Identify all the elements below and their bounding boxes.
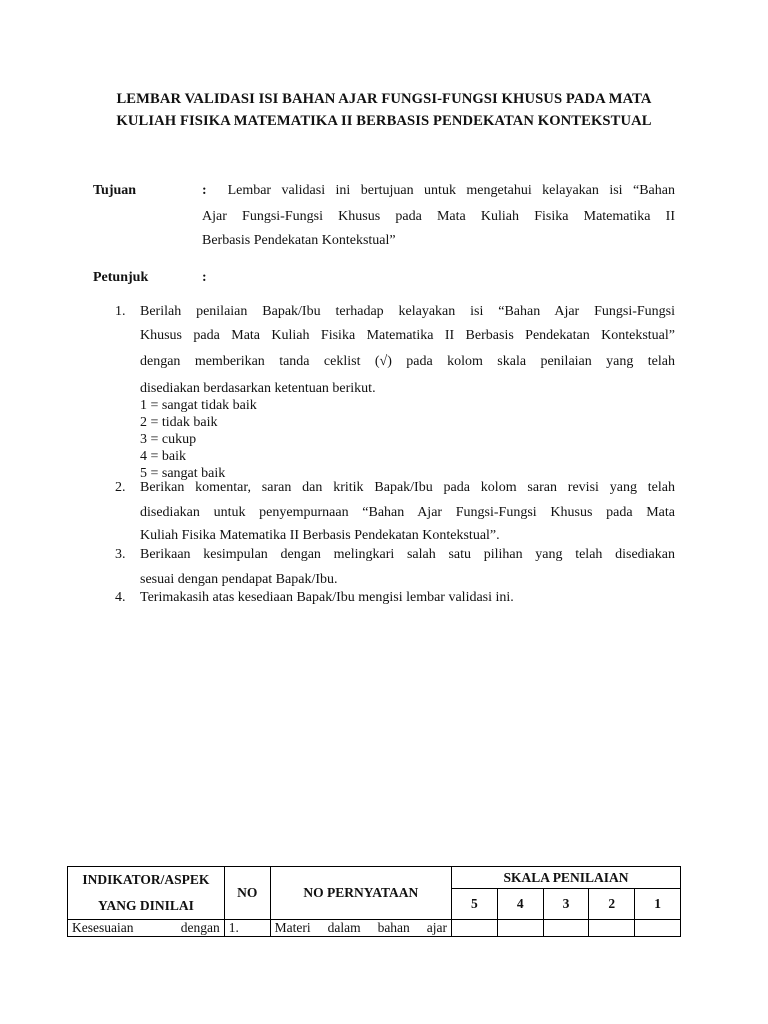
title-line-2: KULIAH FISIKA MATEMATIKA II BERBASIS PENDEKATAN KONTEKSTUAL [116,113,652,129]
item-4-body [140,586,675,610]
table-row [68,920,681,937]
tujuan-line-1: Lembar validasi ini bertujuan untuk mengetahui kelayakan isi “Bahan [227,183,675,198]
item-3-line-1: Berikaan kesimpulan dengan melingkari salah satu pilihan yang telah disediakan [140,547,675,562]
item-2-number: 2. [115,480,126,495]
item-1-line-3: dengan memberikan tanda ceklist (√) pada kolom skala penilaian yang telah [140,354,675,369]
item-2-line-1: Berikan komentar, saran dan kritik Bapak/Ibu pada kolom saran revisi yang telah [140,480,675,495]
item-1-body [140,300,675,482]
header-indikator [68,867,225,920]
item-1-number: 1. [115,304,126,319]
document-title [80,88,688,132]
item-3-body [140,543,675,587]
tujuan-label: Tujuan [93,183,137,198]
row-1-score-3[interactable] [543,920,589,937]
petunjuk-label: Petunjuk [93,270,149,285]
row-1-score-1[interactable] [635,920,681,937]
header-skala-penilaian: SKALA PENILAIAN [452,867,681,889]
item-4-number: 4. [115,590,126,605]
scale-col-3: 3 [543,889,589,920]
scale-item-4: 4 = baik [140,449,186,464]
item-2-line-2: disediakan untuk penyempurnaan “Bahan Ajar Fungsi-Fungsi Khusus pada Mata [140,505,675,520]
item-2-body [140,476,675,543]
item-4-line-1: Terimakasih atas kesediaan Bapak/Ibu mengisi lembar validasi ini. [140,590,514,605]
petunjuk-section [93,268,675,288]
instruction-list [115,300,675,610]
tujuan-line-3: Berbasis Pendekatan Kontekstual” [202,233,396,248]
row-1-no: 1. [224,920,270,937]
scale-col-1: 1 [635,889,681,920]
row-1-score-4[interactable] [497,920,543,937]
item-1-line-2: Khusus pada Mata Kuliah Fisika Matematika II Berbasis Pendekatan Kontekstual” [140,328,675,343]
header-indikator-line-1: INDIKATOR/ASPEK [82,872,210,887]
petunjuk-colon: : [202,270,207,285]
scale-item-1: 1 = sangat tidak baik [140,398,257,413]
scale-item-3: 3 = cukup [140,432,197,447]
item-1-line-1: Berilah penilaian Bapak/Ibu terhadap kelayakan isi “Bahan Ajar Fungsi-Fungsi [140,304,675,319]
item-3-number: 3. [115,547,126,562]
tujuan-section [93,181,675,261]
item-1-line-4: disediakan berdasarkan ketentuan berikut. [140,381,376,396]
scale-col-5: 5 [452,889,498,920]
tujuan-text [202,181,675,253]
item-2-line-3: Kuliah Fisika Matematika II Berbasis Pendekatan Kontekstual”. [140,528,500,543]
header-indikator-line-2: YANG DINILAI [97,898,194,913]
scale-col-2: 2 [589,889,635,920]
item-3-line-2: sesuai dengan pendapat Bapak/Ibu. [140,572,338,587]
row-1-score-5[interactable] [452,920,498,937]
header-no: NO [224,867,270,920]
row-1-score-2[interactable] [589,920,635,937]
row-1-pernyataan: Materi dalam bahan ajar [270,920,451,937]
scale-col-4: 4 [497,889,543,920]
validation-table [67,866,681,937]
tujuan-line-2: Ajar Fungsi-Fungsi Khusus pada Mata Kuliah Fisika Matematika II [202,209,675,224]
header-pernyataan: NO PERNYATAAN [270,867,451,920]
scale-item-5: 5 = sangat baik [140,466,226,481]
scale-item-2: 2 = tidak baik [140,415,218,430]
tujuan-colon: : [202,183,207,198]
title-line-1: LEMBAR VALIDASI ISI BAHAN AJAR FUNGSI-FUNGSI KHUSUS PADA MATA [116,91,652,107]
row-1-indikator: Kesesuaian dengan [68,920,225,937]
